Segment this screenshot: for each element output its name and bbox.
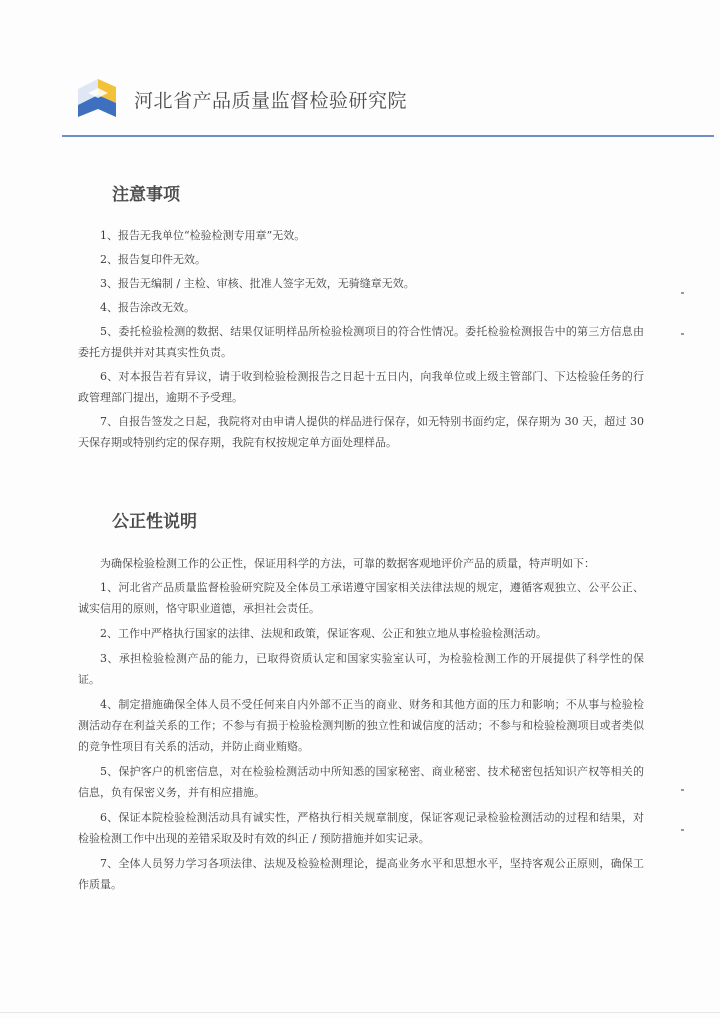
notice-item-5: 5、委托检验检测的数据、结果仅证明样品所检验检测项目的符合性情况。委托检验检测报告中的第三方信息由委托方提供并对其真实性负责。 bbox=[78, 325, 644, 359]
fairness-item-4: 4、制定措施确保全体人员不受任何来自内外部不正当的商业、财务和其他方面的压力和影响；不从事与检验检测活动存在利益关系的工作；不参与有损于检验检测判断的独立性和诚信度的活动；不参与和检验检测项目或者类似的竞争性项目有关系的活动，并防止商业贿赂。 bbox=[78, 698, 644, 753]
fairness-item-6: 6、保证本院检验检测活动具有诚实性，严格执行相关规章制度，保证客观记录检验检测活动的过程和结果，对检验检测工作中出现的差错采取及时有效的纠正 / 预防措施并如实记录。 bbox=[78, 811, 644, 845]
institute-logo-icon bbox=[74, 73, 120, 119]
page-bottom-edge bbox=[0, 1012, 720, 1013]
notice-item-2: 2、报告复印件无效。 bbox=[100, 253, 206, 266]
fairness-item-2: 2、工作中严格执行国家的法律、法规和政策，保证客观、公正和独立地从事检验检测活动。 bbox=[100, 627, 547, 640]
scan-mark bbox=[681, 829, 684, 831]
notice-list bbox=[78, 225, 644, 453]
fairness-intro: 为确保检验检测工作的公正性，保证用科学的方法，可靠的数据客观地评价产品的质量，特声明如下： bbox=[100, 557, 595, 570]
fairness-item-1: 1、河北省产品质量监督检验研究院及全体员工承诺遵守国家相关法律法规的规定，遵循客观独立、公平公正、诚实信用的原则，恪守职业道德，承担社会责任。 bbox=[78, 581, 644, 615]
fairness-item-3: 3、承担检验检测产品的能力，已取得资质认定和国家实验室认可，为检验检测工作的开展提供了科学性的保证。 bbox=[78, 652, 644, 686]
scan-mark bbox=[681, 292, 684, 294]
fairness-item-5: 5、保护客户的机密信息，对在检验检测活动中所知悉的国家秘密、商业秘密、技术秘密包括知识产权等相关的信息，负有保密义务，并有相应措施。 bbox=[78, 765, 644, 799]
fairness-section bbox=[78, 507, 644, 899]
scan-mark bbox=[681, 789, 684, 791]
scan-mark bbox=[681, 333, 684, 335]
notice-item-7: 7、自报告签发之日起，我院将对由申请人提供的样品进行保存，如无特别书面约定，保存期为 30 天，超过 30 天保存期或特别约定的保存期，我院有权按规定单方面处理样品。 bbox=[78, 415, 644, 449]
fairness-title: 公正性说明 bbox=[112, 512, 197, 532]
notice-item-6: 6、对本报告若有异议，请于收到检验检测报告之日起十五日内，向我单位或上级主管部门、下达检验任务的行政管理部门提出，逾期不予受理。 bbox=[78, 370, 644, 404]
notice-item-3: 3、报告无编制 / 主检、审核、批准人签字无效，无骑缝章无效。 bbox=[100, 277, 415, 290]
fairness-item-7: 7、全体人员努力学习各项法律、法规及检验检测理论，提高业务水平和思想水平，坚持客观公正原则，确保工作质量。 bbox=[78, 857, 644, 891]
document-header bbox=[0, 0, 720, 140]
header-divider bbox=[62, 135, 714, 137]
notice-section bbox=[78, 180, 644, 456]
notice-item-4: 4、报告涂改无效。 bbox=[100, 301, 195, 314]
fairness-list bbox=[78, 577, 644, 895]
org-name: 河北省产品质量监督检验研究院 bbox=[134, 90, 408, 112]
notice-item-1: 1、报告无我单位“检验检测专用章”无效。 bbox=[100, 229, 306, 242]
notice-title: 注意事项 bbox=[112, 185, 180, 205]
